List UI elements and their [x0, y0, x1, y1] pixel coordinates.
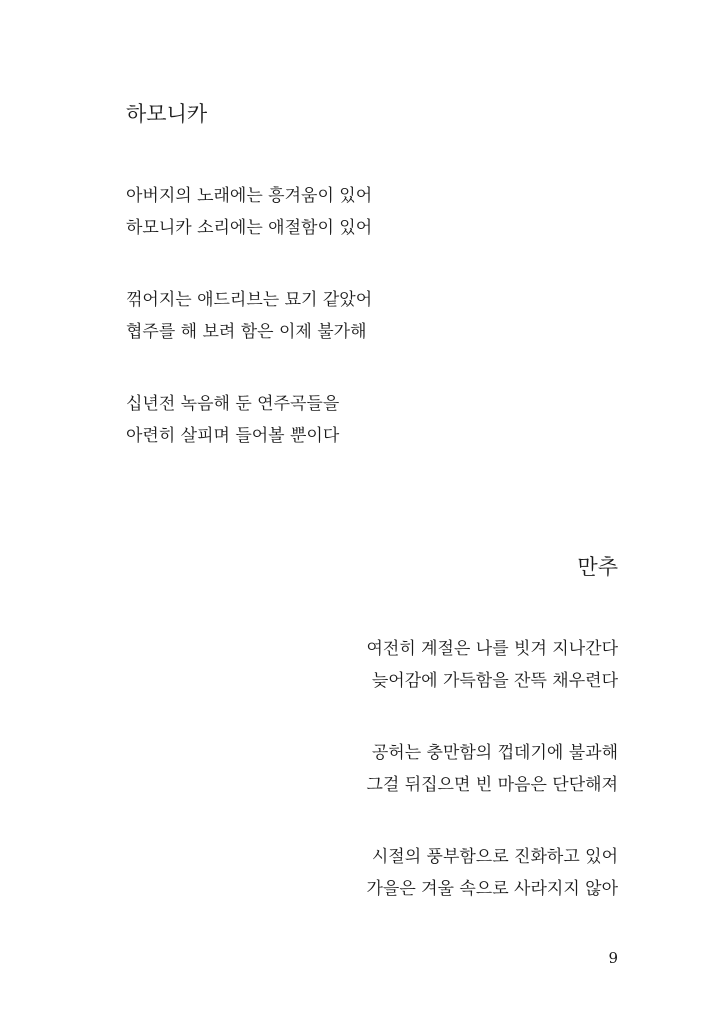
poem-line: 협주를 해 보려 함은 이제 불가해	[126, 322, 367, 342]
stanza	[126, 284, 721, 348]
stanza	[126, 180, 721, 244]
poem-line: 십년전 녹음해 둔 연주곡들을	[126, 394, 340, 414]
poem-title: 만추	[577, 555, 618, 579]
poem-line: 여전히 계절은 나를 빗겨 지나간다	[366, 639, 618, 659]
poem-line: 늦어감에 가득함을 잔뜩 채우련다	[371, 671, 618, 691]
poem-line: 꺾어지는 애드리브는 묘기 같았어	[126, 290, 373, 310]
poem-line: 시절의 풍부함으로 진화하고 있어	[371, 847, 618, 867]
poem-line: 아련히 살피며 들어볼 뿐이다	[126, 426, 340, 446]
poem-line: 가을은 겨울 속으로 사라지지 않아	[366, 879, 618, 899]
poem-harmonica	[0, 100, 721, 492]
poem-line: 그걸 뒤집으면 빈 마음은 단단해져	[366, 775, 618, 795]
page-number: 9	[608, 949, 618, 967]
stanza	[0, 737, 618, 801]
poem-late-autumn	[0, 553, 721, 945]
stanza	[0, 633, 618, 697]
poem-line: 공허는 충만함의 껍데기에 불과해	[371, 743, 618, 763]
stanza	[0, 841, 618, 905]
poem-line: 아버지의 노래에는 흥겨움이 있어	[126, 186, 373, 206]
poem-line: 하모니카 소리에는 애절함이 있어	[126, 218, 373, 238]
poem-title: 하모니카	[126, 102, 208, 126]
stanza	[126, 388, 721, 452]
